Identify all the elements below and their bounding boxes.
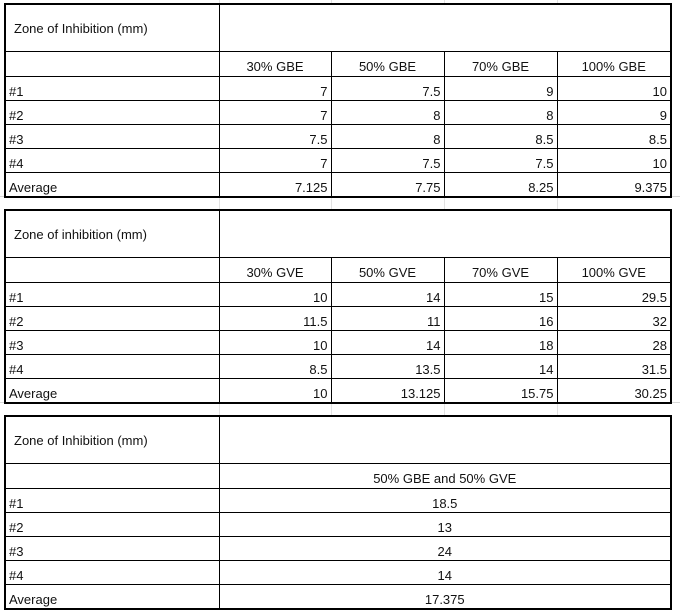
- table-row: [5, 307, 671, 331]
- cell-value: 10: [219, 379, 331, 404]
- column-header: 100% GBE: [557, 52, 671, 77]
- cell-value: 14: [444, 355, 557, 379]
- row-label: #3: [5, 331, 219, 355]
- column-header: 50% GBE: [331, 52, 444, 77]
- cell-value: 11: [331, 307, 444, 331]
- cell-value: 7.5: [331, 77, 444, 101]
- row-label: Average: [5, 585, 219, 610]
- cell-value: 18: [444, 331, 557, 355]
- row-label: #2: [5, 101, 219, 125]
- cell-value: 10: [219, 283, 331, 307]
- column-header: 100% GVE: [557, 258, 671, 283]
- table-row: [5, 513, 671, 537]
- cell-value: 7: [219, 77, 331, 101]
- table-row: [5, 561, 671, 585]
- row-label: Average: [5, 173, 219, 198]
- cell-value: 9: [444, 77, 557, 101]
- cell-value: 14: [331, 283, 444, 307]
- cell-value: 8.5: [444, 125, 557, 149]
- table-row: [5, 489, 671, 513]
- cell-value: 8.5: [219, 355, 331, 379]
- cell-value: 17.375: [219, 585, 671, 610]
- row-label: #4: [5, 561, 219, 585]
- cell-value: 24: [219, 537, 671, 561]
- row-label: #2: [5, 513, 219, 537]
- table-gbe: [4, 3, 670, 198]
- average-row: [5, 173, 671, 198]
- table-gve: [4, 209, 670, 404]
- table-row: [5, 149, 671, 173]
- cell-value: 7.5: [219, 125, 331, 149]
- column-header: 70% GBE: [444, 52, 557, 77]
- cell-value: 15: [444, 283, 557, 307]
- table-row: [5, 77, 671, 101]
- table-row: [5, 101, 671, 125]
- cell-value: 28: [557, 331, 671, 355]
- cell-value: 7: [219, 149, 331, 173]
- corner-cell: [5, 52, 219, 77]
- cell-value: 9.375: [557, 173, 671, 198]
- cell-value: 11.5: [219, 307, 331, 331]
- title-blank-cell: [219, 210, 671, 258]
- cell-value: 14: [331, 331, 444, 355]
- cell-value: 7.5: [331, 149, 444, 173]
- table-row: [5, 125, 671, 149]
- table-title: Zone of Inhibition (mm): [5, 416, 219, 464]
- cell-value: 8: [331, 101, 444, 125]
- corner-cell: [5, 464, 219, 489]
- table-row: [5, 331, 671, 355]
- cell-value: 7.75: [331, 173, 444, 198]
- table-title: Zone of Inhibition (mm): [5, 4, 219, 52]
- column-header: 30% GVE: [219, 258, 331, 283]
- cell-value: 29.5: [557, 283, 671, 307]
- table-row: [5, 283, 671, 307]
- row-label: #2: [5, 307, 219, 331]
- cell-value: 15.75: [444, 379, 557, 404]
- cell-value: 32: [557, 307, 671, 331]
- average-row: [5, 585, 671, 610]
- row-label: #4: [5, 149, 219, 173]
- cell-value: 10: [557, 149, 671, 173]
- row-label: Average: [5, 379, 219, 404]
- cell-value: 10: [219, 331, 331, 355]
- row-label: #1: [5, 489, 219, 513]
- cell-value: 13.5: [331, 355, 444, 379]
- cell-value: 7.5: [444, 149, 557, 173]
- corner-cell: [5, 258, 219, 283]
- column-header: 50% GVE: [331, 258, 444, 283]
- table-row: [5, 355, 671, 379]
- cell-value: 8: [444, 101, 557, 125]
- cell-value: 7.125: [219, 173, 331, 198]
- cell-value: 10: [557, 77, 671, 101]
- cell-value: 14: [219, 561, 671, 585]
- cell-value: 30.25: [557, 379, 671, 404]
- cell-value: 7: [219, 101, 331, 125]
- table-title: Zone of inhibition (mm): [5, 210, 219, 258]
- row-label: #3: [5, 537, 219, 561]
- row-label: #3: [5, 125, 219, 149]
- column-header: 30% GBE: [219, 52, 331, 77]
- row-label: #1: [5, 283, 219, 307]
- title-blank-cell: [219, 416, 671, 464]
- table-combined: [4, 415, 670, 610]
- row-label: #1: [5, 77, 219, 101]
- cell-value: 9: [557, 101, 671, 125]
- cell-value: 8.25: [444, 173, 557, 198]
- cell-value: 18.5: [219, 489, 671, 513]
- cell-value: 13: [219, 513, 671, 537]
- column-header: 50% GBE and 50% GVE: [219, 464, 671, 489]
- average-row: [5, 379, 671, 404]
- cell-value: 31.5: [557, 355, 671, 379]
- cell-value: 13.125: [331, 379, 444, 404]
- column-header: 70% GVE: [444, 258, 557, 283]
- cell-value: 8: [331, 125, 444, 149]
- row-label: #4: [5, 355, 219, 379]
- cell-value: 16: [444, 307, 557, 331]
- title-blank-cell: [219, 4, 671, 52]
- cell-value: 8.5: [557, 125, 671, 149]
- table-row: [5, 537, 671, 561]
